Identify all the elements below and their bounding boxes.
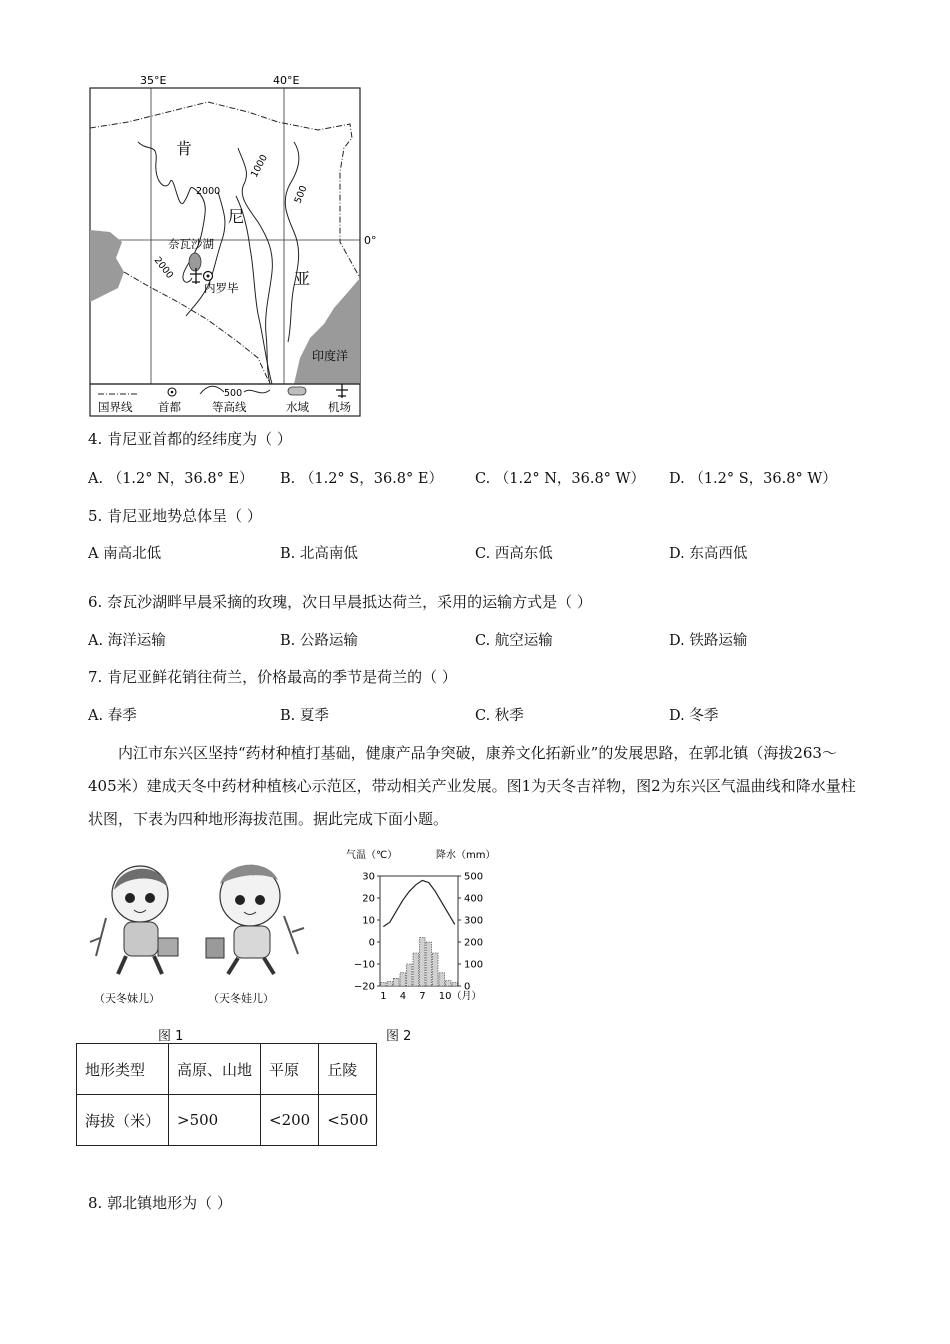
country-char-3: 亚 xyxy=(294,269,311,288)
contour-label-2000-south: 2000 xyxy=(151,255,176,281)
contour-label-2000-north: 2000 xyxy=(196,186,221,197)
table-cell: >500 xyxy=(169,1095,261,1146)
q6-option-d[interactable]: D. 铁路运输 xyxy=(669,633,748,649)
question-8-stem: 8. 郭北镇地形为（ ） xyxy=(88,1194,232,1212)
question-4-stem: 4. 肯尼亚首都的经纬度为（ ） xyxy=(88,430,292,448)
lon-label-35: 35°E xyxy=(140,74,167,87)
table-cell: 丘陵 xyxy=(319,1044,377,1095)
precipitation-bar xyxy=(387,982,393,986)
q5-option-c[interactable]: C. 西高东低 xyxy=(475,546,553,562)
legend-water: 水域 xyxy=(286,400,309,414)
table-row xyxy=(77,1095,377,1146)
precipitation-bar xyxy=(381,983,387,986)
table-row xyxy=(77,1044,377,1095)
q5-option-d[interactable]: D. 东高西低 xyxy=(669,546,748,562)
precipitation-bar xyxy=(407,964,413,986)
passage-paragraph: 内江市东兴区坚持“药材种植打基础，健康产品争突破，康养文化拓新业”的发展思路，在郭北镇（海拔263～405米）建成天冬中药材种植核心示范区，带动相关产业发展。图1为天冬吉祥物，图2为东兴区气温曲线和降水量柱状图，下表为四种地形海拔范围。据此完成下面小题。 xyxy=(88,744,856,828)
q4-option-d[interactable]: D. （1.2° S，36.8° W） xyxy=(669,471,837,487)
y-left-axis-label: 气温（℃） xyxy=(346,850,398,861)
table-cell: 地形类型 xyxy=(77,1044,169,1095)
y-left-tick-label: −10 xyxy=(353,959,375,971)
q5-option-b[interactable]: B. 北高南低 xyxy=(280,546,358,562)
figure-2-caption: 图 2 xyxy=(386,1029,412,1044)
legend-airport-icon xyxy=(336,384,348,398)
q4-option-c[interactable]: C. （1.2° N，36.8° W） xyxy=(475,471,645,487)
contour-label-500: 500 xyxy=(292,184,310,206)
y-right-tick-label: 200 xyxy=(464,937,484,949)
x-tick-label: 10（月） xyxy=(438,991,482,1002)
mascot-boy-label: （天冬娃儿） xyxy=(208,992,274,1005)
table-cell: 平原 xyxy=(261,1044,319,1095)
q6-option-a[interactable]: A. 海洋运输 xyxy=(88,633,166,649)
lake-naivasha xyxy=(189,253,201,271)
y-left-tick-label: 10 xyxy=(362,915,375,927)
precipitation-bar xyxy=(413,953,419,986)
y-left-tick-label: 20 xyxy=(362,893,375,905)
legend-water-icon xyxy=(288,387,306,395)
precipitation-bar xyxy=(452,983,458,986)
q7-option-a[interactable]: A. 春季 xyxy=(88,708,137,724)
lon-label-40: 40°E xyxy=(273,74,300,87)
precipitation-bar xyxy=(446,981,452,987)
figure-1-mascots xyxy=(88,846,318,1016)
y-right-tick-label: 0 xyxy=(464,981,471,993)
figure-2-climate-chart xyxy=(340,846,510,1011)
y-right-axis-label: 降水（mm） xyxy=(436,850,496,861)
y-left-tick-label: −20 xyxy=(353,981,375,993)
q6-option-c[interactable]: C. 航空运输 xyxy=(475,633,553,649)
y-right-tick-label: 400 xyxy=(464,893,484,905)
question-5-stem: 5. 肯尼亚地势总体呈（ ） xyxy=(88,507,262,525)
x-tick-label: 4 xyxy=(399,991,407,1002)
legend-capital: 首都 xyxy=(158,400,181,414)
legend-airport: 机场 xyxy=(328,400,351,414)
precipitation-bar xyxy=(439,973,445,986)
figure-1-caption: 图 1 xyxy=(158,1029,184,1044)
y-left-tick-label: 0 xyxy=(368,937,375,949)
q7-option-c[interactable]: C. 秋季 xyxy=(475,708,524,724)
legend-contour-value: 500 xyxy=(224,388,243,399)
terrain-elevation-table xyxy=(76,1043,377,1146)
x-tick-label: 7 xyxy=(419,991,426,1002)
question-6-stem: 6. 奈瓦沙湖畔早晨采摘的玫瑰，次日早晨抵达荷兰，采用的运输方式是（ ） xyxy=(88,593,592,611)
precipitation-bar xyxy=(394,978,400,986)
mascot-girl-illustration xyxy=(90,866,178,974)
y-right-tick-label: 100 xyxy=(464,959,484,971)
q7-option-b[interactable]: B. 夏季 xyxy=(280,708,329,724)
country-char-1: 肯 xyxy=(176,139,193,158)
precipitation-bar xyxy=(420,938,426,986)
table-cell: 高原、山地 xyxy=(169,1044,261,1095)
y-left-tick-label: 30 xyxy=(362,871,375,883)
capital-label: 内罗毕 xyxy=(204,281,239,295)
precipitation-bar xyxy=(433,953,439,986)
legend-contour: 等高线 xyxy=(212,400,247,414)
q5-option-a[interactable]: A 南高北低 xyxy=(88,546,162,562)
y-right-tick-label: 500 xyxy=(464,871,484,883)
mascot-girl-label: （天冬妹儿） xyxy=(94,992,160,1005)
country-char-2: 尼 xyxy=(228,207,245,226)
y-right-tick-label: 300 xyxy=(464,915,484,927)
precipitation-bar xyxy=(426,942,432,986)
contour-label-1000: 1000 xyxy=(248,152,271,180)
question-7-stem: 7. 肯尼亚鲜花销往荷兰，价格最高的季节是荷兰的（ ） xyxy=(88,668,457,686)
legend-border: 国界线 xyxy=(98,400,133,414)
ocean-label: 印度洋 xyxy=(312,349,349,363)
kenya-map xyxy=(88,72,388,417)
q6-option-b[interactable]: B. 公路运输 xyxy=(280,633,358,649)
table-cell: <200 xyxy=(261,1095,319,1146)
q4-option-a[interactable]: A. （1.2° N，36.8° E） xyxy=(88,471,254,487)
lat-label-equator: 0° xyxy=(364,234,377,247)
x-tick-label: 1 xyxy=(380,991,387,1002)
mascot-boy-illustration xyxy=(206,865,304,974)
airport-icon xyxy=(190,268,202,284)
q7-option-d[interactable]: D. 冬季 xyxy=(669,708,719,724)
table-cell: <500 xyxy=(319,1095,377,1146)
lake-label: 奈瓦沙湖 xyxy=(168,237,214,251)
precipitation-bar xyxy=(400,973,406,986)
table-cell: 海拔（米） xyxy=(77,1095,169,1146)
temperature-line xyxy=(383,880,455,926)
q4-option-b[interactable]: B. （1.2° S，36.8° E） xyxy=(280,471,443,487)
